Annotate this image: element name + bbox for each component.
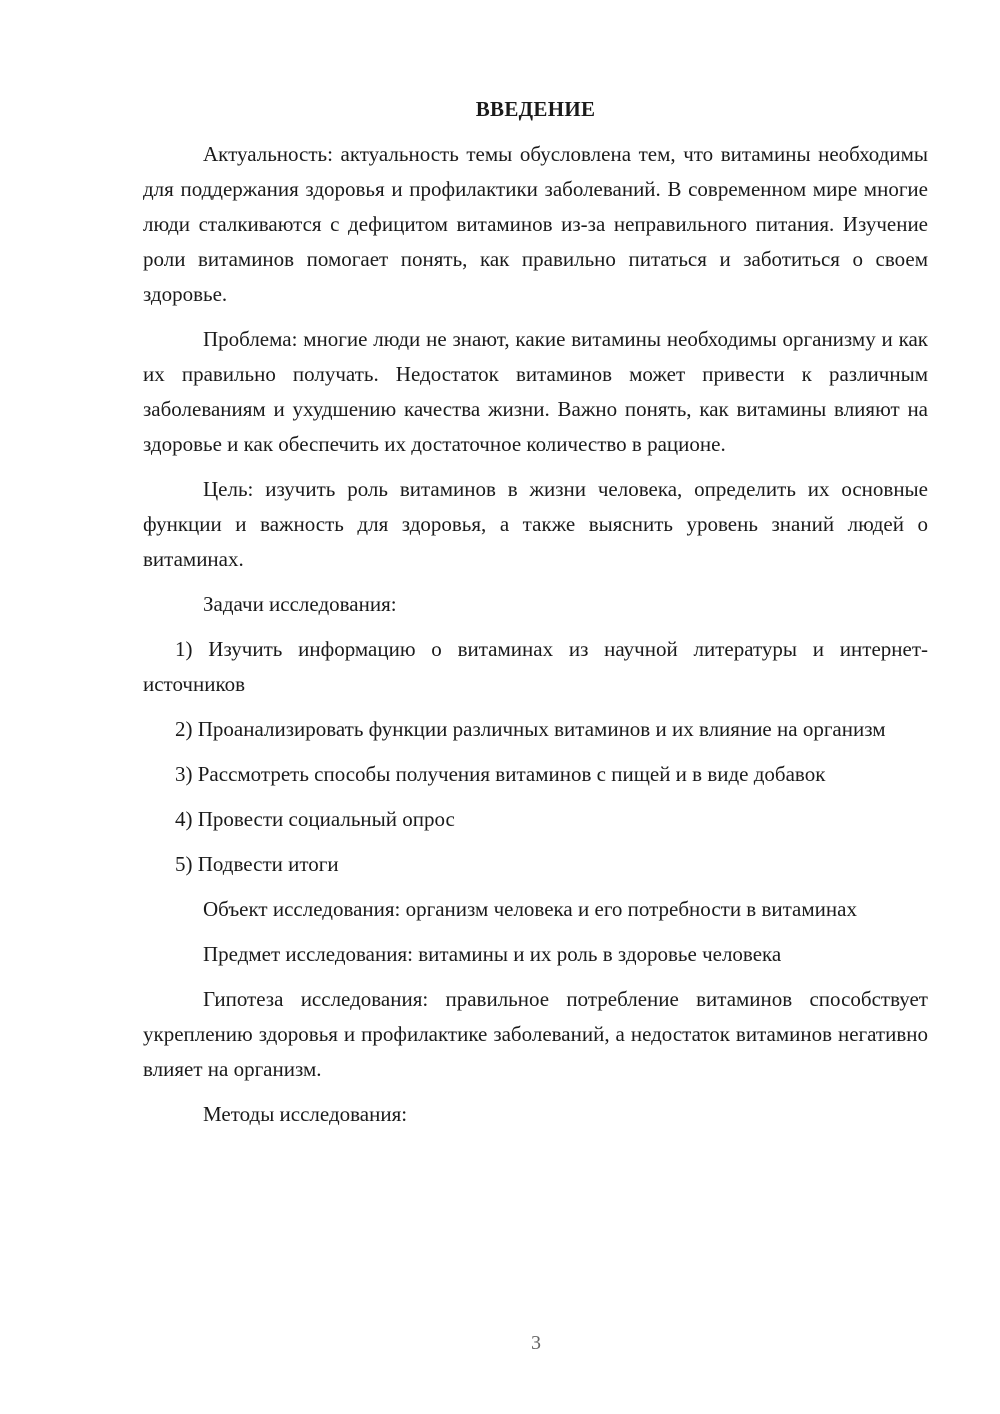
- paragraph-relevance: Актуальность: актуальность темы обусловлена тем, что витамины необходимы для поддержания здоровья и профилактики заболеваний. В современном мире многие люди сталкиваются с дефицитом витаминов из-за неправильного питания. Изучение роли витаминов помогает понять, как правильно питаться и заботиться о своем здоровье.: [143, 142, 928, 306]
- tasks-list: [143, 632, 928, 882]
- paragraph-methods: Методы исследования:: [203, 1102, 408, 1126]
- list-item: 5) Подвести итоги: [175, 852, 339, 876]
- tasks-heading: Задачи исследования:: [203, 592, 397, 616]
- paragraph-subject: Предмет исследования: витамины и их роль в здоровье человека: [203, 942, 782, 966]
- page-number: 3: [531, 1332, 541, 1354]
- paragraph-hypothesis: Гипотеза исследования: правильное потребление витаминов способствует укреплению здоровья и профилактике заболеваний, а недостаток витаминов негативно влияет на организм.: [143, 987, 928, 1081]
- list-item: 1) Изучить информацию о витаминах из научной литературы и интернет-источников: [143, 637, 928, 696]
- paragraph-problem: Проблема: многие люди не знают, какие витамины необходимы организму и как их правильно получать. Недостаток витаминов может привести к различным заболеваниям и ухудшению качества жизни. Важно понять, как витамины влияют на здоровье и как обеспечить их достаточное количество в рационе.: [143, 327, 928, 456]
- document-page: [143, 92, 928, 1142]
- section-title: ВВЕДЕНИЕ: [475, 97, 596, 121]
- list-item: 2) Проанализировать функции различных витаминов и их влияние на организм: [175, 717, 886, 741]
- paragraph-object: Объект исследования: организм человека и его потребности в витаминах: [203, 897, 857, 921]
- list-item: 4) Провести социальный опрос: [175, 807, 455, 831]
- list-item: 3) Рассмотреть способы получения витаминов с пищей и в виде добавок: [175, 762, 826, 786]
- paragraph-goal: Цель: изучить роль витаминов в жизни человека, определить их основные функции и важность для здоровья, а также выяснить уровень знаний людей о витаминах.: [143, 477, 928, 571]
